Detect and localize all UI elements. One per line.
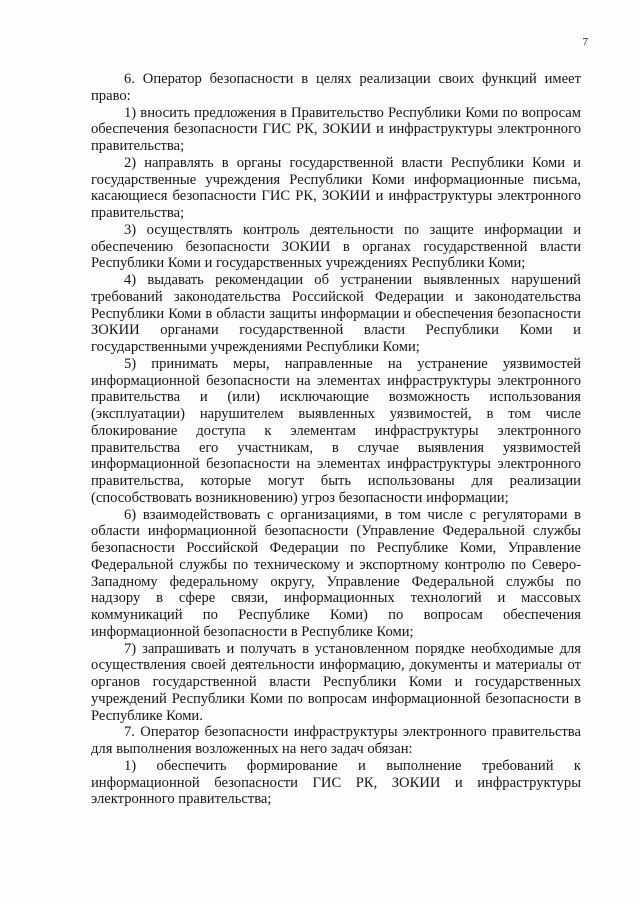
paragraph-6-item-3: 3) осуществлять контроль деятельности по защите информации и обеспечению безопасности ЗОКИИ в органах государственной власти Республики Коми и государственных учреждениях Республики Коми; (91, 221, 581, 272)
paragraph-7-intro: 7. Оператор безопасности инфраструктуры электронного правительства для выполнения возложенных на него задач обязан: (91, 724, 581, 757)
paragraph-6-item-6: 6) взаимодействовать с организациями, в том числе с регуляторами в области информационной безопасности (Управление Федеральной службы безопасности Российской Федерации по Республике Коми, Управление Федеральной службы по техническому и экспортному контролю по Северо-Западному федеральному округу, Управление Федеральной службы по надзору в сфере связи, информационных технологий и массовых коммуникаций по Республике Коми) по вопросам обеспечения информационной безопасности в Республике Коми; (91, 506, 581, 640)
paragraph-6-item-1: 1) вносить предложения в Правительство Республики Коми по вопросам обеспечения безопасности ГИС РК, ЗОКИИ и инфраструктуры электронного правительства; (91, 104, 581, 154)
paragraph-6-item-5: 5) принимать меры, направленные на устранение уязвимостей информационной безопасности на элементах инфраструктуры электронного правительства и (или) исключающие возможность использования (эксплуатации) нарушителем выявленных уязвимостей, в том числе блокирование доступа к элементам инфраструктуры электронного правительства его участникам, в случае выявления уязвимостей информационной безопасности на элементах инфраструктуры электронного правительства, которые могут быть использованы для реализации (способствовать возникновению) угроз безопасности информации; (91, 355, 581, 506)
paragraph-6-intro: 6. Оператор безопасности в целях реализации своих функций имеет право: (91, 71, 581, 104)
paragraph-6-item-2: 2) направлять в органы государственной власти Республики Коми и государственные учреждения Республики Коми информационные письма, касающиеся безопасности ГИС РК, ЗОКИИ и инфраструктуры электронного правительства; (91, 154, 581, 221)
paragraph-6-item-7: 7) запрашивать и получать в установленном порядке необходимые для осуществления своей деятельности информацию, документы и материалы от органов государственной власти Республики Коми и государственных учреждений Республики Коми по вопросам информационной безопасности в Республике Коми. (91, 640, 581, 724)
paragraph-6-item-4: 4) выдавать рекомендации об устранении выявленных нарушений требований законодательства Российской Федерации и законодательства Республики Коми в области защиты информации и обеспечения безопасности ЗОКИИ органами государственной власти Республики Коми и государственными учреждениями Республики Коми; (91, 272, 581, 355)
document-body (91, 71, 581, 808)
paragraph-7-item-1: 1) обеспечить формирование и выполнение требований к информационной безопасности ГИС РК, ЗОКИИ и инфраструктуры электронного правительства; (91, 757, 581, 808)
page-number: 7 (582, 36, 588, 48)
